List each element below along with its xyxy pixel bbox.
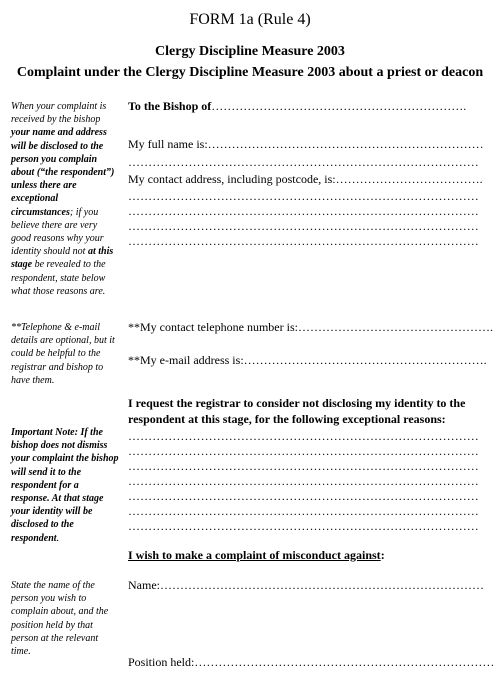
telephone-field[interactable] (128, 320, 493, 335)
request-heading-line1: I request the registrar to consider not disclosing my identity to the (128, 396, 466, 410)
field-label: My full name is: (128, 137, 208, 151)
dotted-line[interactable]: …………………………………………………………………………… (128, 444, 479, 458)
note-bold-text: Important Note: If the bishop does not dismiss your complaint the bishop will send it to the respondent for a response. At that stage your identity will be disclosed to the respondent (11, 427, 119, 544)
dotted-line[interactable]: …………………………………………………………………………… (128, 429, 479, 443)
field-dots: …………………………………………. (297, 320, 493, 334)
position-held-field[interactable] (128, 655, 494, 670)
dotted-line[interactable]: …………………………………………………………………………… (128, 459, 479, 473)
field-label: My contact address, including postcode, is: (128, 172, 336, 186)
field-dots: …………………………………………………………… (207, 137, 484, 151)
dotted-line[interactable]: …………………………………………………………………………… (128, 234, 479, 248)
form-title: FORM 1a (Rule 4) (189, 11, 311, 28)
field-label: **My contact telephone number is: (128, 320, 298, 334)
dotted-line[interactable]: …………………………………………………………………………… (128, 189, 479, 203)
respondent-name-field[interactable] (128, 578, 484, 593)
note-important (11, 426, 119, 545)
dotted-line[interactable]: …………………………………………………………………………… (128, 204, 479, 218)
note-text: When your complaint is received by the bishop (11, 101, 107, 126)
measure-title: Clergy Discipline Measure 2003 (155, 44, 345, 59)
note-text: . (56, 532, 60, 544)
email-field[interactable] (128, 353, 487, 368)
field-label: **My e-mail address is: (128, 353, 244, 367)
note-bold-text: your name and address will be disclosed to the person you complain about (“the respondent”) unless there are exceptional circumstances (11, 127, 115, 218)
field-dots: ………………………………………………………. (211, 99, 467, 113)
contact-address-field[interactable] (128, 172, 483, 187)
to-bishop-field[interactable] (128, 99, 466, 114)
dotted-line[interactable]: …………………………………………………………………………… (128, 219, 479, 233)
field-label: Position held: (128, 655, 195, 669)
note-optional-contact: **Telephone & e-mail details are optional, but it could be helpful to the registrar and bishop to have them. (11, 322, 115, 386)
note-identity-disclosure (11, 100, 119, 298)
full-name-field[interactable] (128, 137, 484, 152)
note-text: be revealed to the respondent, state below what those reasons are. (11, 259, 106, 297)
field-label: Name: (128, 578, 160, 592)
dotted-line[interactable]: …………………………………………………………………………… (128, 155, 479, 169)
note-respondent-name: State the name of the person you wish to complain about, and the position held by that person at the relevant time. (11, 580, 109, 658)
request-heading-line2: respondent at this stage, for the following exceptional reasons: (128, 412, 446, 426)
field-dots: ………………………………………………………………… (194, 655, 495, 669)
field-dots: ………………………………. (335, 172, 483, 186)
complaint-heading (128, 548, 385, 563)
field-dots: ……………………………………………………………………… (160, 578, 484, 592)
dotted-line[interactable]: …………………………………………………………………………… (128, 519, 479, 533)
field-label: To the Bishop of (128, 99, 212, 113)
dotted-line[interactable]: …………………………………………………………………………… (128, 474, 479, 488)
complaint-heading-text: I wish to make a complaint of misconduct against (128, 548, 381, 562)
field-dots: ……………………………………………………. (243, 353, 487, 367)
complaint-heading-colon: : (380, 548, 385, 562)
note-text: ; if you believe there are very good reasons why your identity should not (11, 206, 104, 258)
complaint-title: Complaint under the Clergy Discipline Measure 2003 about a priest or deacon (16, 65, 484, 80)
dotted-line[interactable]: …………………………………………………………………………… (128, 504, 479, 518)
note-bold-text: at this stage (11, 246, 114, 271)
dotted-line[interactable]: …………………………………………………………………………… (128, 489, 479, 503)
